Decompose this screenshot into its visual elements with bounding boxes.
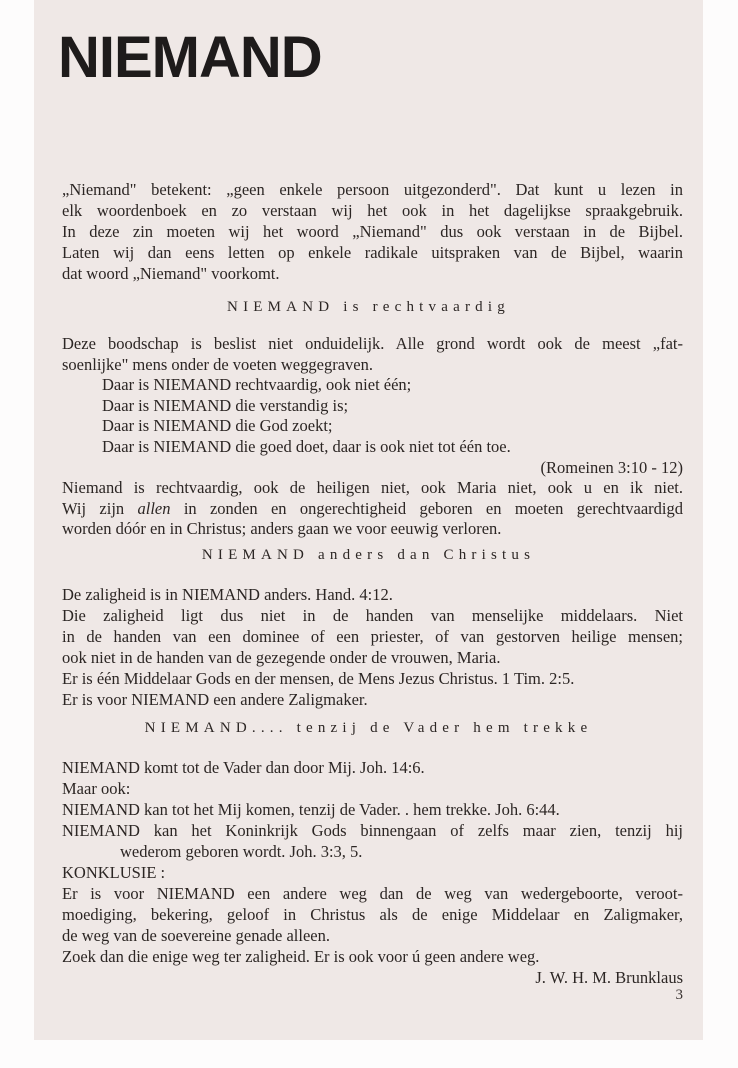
page-title: NIEMAND [58, 25, 322, 90]
author-signature: J. W. H. M. Brunklaus [535, 968, 683, 987]
scripture-reference: (Romeinen 3:10 - 12) [540, 457, 683, 477]
text-line: Die zaligheid ligt dus niet in de handen van menselijke middelaars. Niet [62, 606, 683, 625]
text-line: Er is voor NIEMAND een andere weg dan de weg van wedergeboorte, veroot- [62, 884, 683, 903]
text-line: elk woordenboek en zo verstaan wij het ook in het dagelijkse spraakgebruik. [62, 201, 683, 220]
conclusion-label: KONKLUSIE : [62, 863, 166, 882]
text-line: wederom geboren wordt. Joh. 3:3, 5. [120, 842, 363, 861]
text-line: In deze zin moeten wij het woord „Niemand" dus ook verstaan in de Bijbel. [62, 222, 683, 241]
text-line: de weg van de soevereine genade alleen. [62, 926, 330, 945]
page-number: 3 [675, 987, 683, 1003]
quote-line: Daar is NIEMAND rechtvaardig, ook niet één; [102, 375, 412, 395]
section-body [62, 584, 683, 710]
text-line: Er is één Middelaar Gods en der mensen, de Mens Jezus Christus. 1 Tim. 2:5. [62, 669, 575, 688]
section-body [62, 757, 683, 988]
section-heading: NIEMAND is rechtvaardig [227, 299, 510, 315]
text-line: moediging, bekering, geloof in Christus als de enige Middelaar en Zaligmaker, [62, 905, 683, 924]
text-line: NIEMAND kan tot het Mij komen, tenzij de Vader. . hem trekke. Joh. 6:44. [62, 800, 560, 819]
text-line: ook niet in de handen van de gezegende onder de vrouwen, Maria. [62, 648, 501, 667]
text-line: NIEMAND komt tot de Vader dan door Mij. Joh. 14:6. [62, 758, 425, 777]
quote-line: Daar is NIEMAND die God zoekt; [102, 416, 333, 436]
text-line: Laten wij dan eens letten op enkele radikale uitspraken van de Bijbel, waarin [62, 243, 683, 262]
text-span: Wij zijn [62, 498, 125, 518]
text-line: soenlijke" mens onder de voeten weggegraven. [62, 354, 373, 374]
section-heading: NIEMAND anders dan Christus [201, 547, 536, 563]
text-line: worden dóór en in Christus; anders gaan we voor eeuwig verloren. [62, 519, 502, 539]
text-line: in de handen van een dominee of een priester, of van gestorven heilige mensen; [62, 627, 683, 646]
text-line: Er is voor NIEMAND een andere Zaligmaker. [62, 690, 368, 709]
text-line: Maar ook: [62, 779, 131, 798]
text-span: in zonden en ongerechtigheid geboren en moeten gerechtvaardigd [183, 498, 684, 518]
text-line: Niemand is rechtvaardig, ook de heiligen niet, ook Maria niet, ook u en ik niet. [62, 478, 683, 498]
text-line: „Niemand" betekent: „geen enkele persoon uitgezonderd". Dat kunt u lezen in [62, 180, 683, 199]
section-body [62, 334, 683, 540]
quote-line: Daar is NIEMAND die verstandig is; [102, 395, 349, 415]
intro-paragraph [62, 179, 683, 284]
section-heading: NIEMAND.... tenzij de Vader hem trekke [144, 720, 593, 736]
text-line: Zoek dan die enige weg ter zaligheid. Er is ook voor ú geen andere weg. [62, 947, 540, 966]
text-line: De zaligheid is in NIEMAND anders. Hand. 4:12. [62, 585, 393, 604]
text-line: dat woord „Niemand" voorkomt. [62, 264, 280, 283]
text-line: NIEMAND kan het Koninkrijk Gods binnengaan of zelfs maar zien, tenzij hij [62, 821, 683, 840]
text-line: Deze boodschap is beslist niet onduidelijk. Alle grond wordt ook de meest „fat- [62, 334, 683, 353]
emphasis: allen [137, 498, 171, 518]
text-line [62, 499, 683, 520]
quote-line: Daar is NIEMAND die goed doet, daar is ook niet tot één toe. [102, 436, 511, 456]
